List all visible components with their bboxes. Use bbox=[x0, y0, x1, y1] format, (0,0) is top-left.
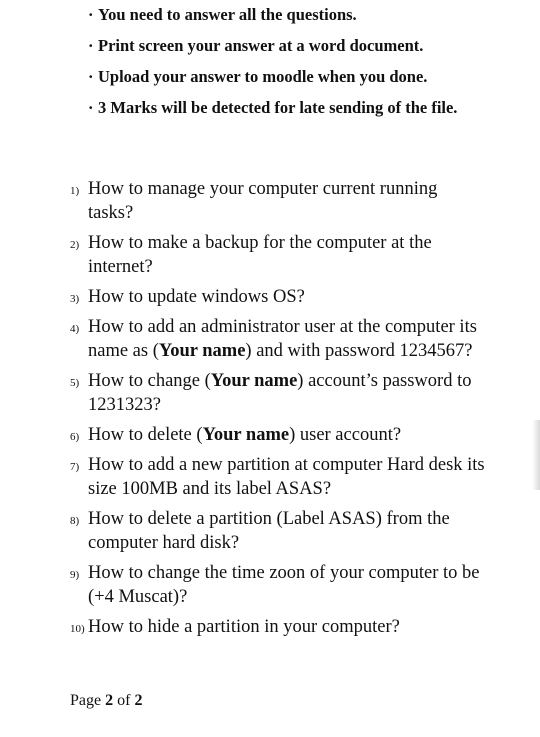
question-item bbox=[70, 423, 510, 447]
question-text-end: ) user account? bbox=[289, 425, 402, 445]
bullet-icon: · bbox=[88, 98, 94, 117]
question-text-start: How to change ( bbox=[88, 371, 211, 391]
question-number: 6) bbox=[70, 431, 80, 443]
question-item bbox=[70, 369, 518, 417]
instruction-text: 3 Marks will be detected for late sending of the file. bbox=[98, 98, 458, 117]
question-number: 1) bbox=[70, 185, 80, 197]
question-item bbox=[70, 285, 510, 309]
instruction-text: Upload your answer to moodle when you done. bbox=[98, 67, 428, 86]
question-number: 9) bbox=[70, 569, 80, 581]
instructions-list bbox=[88, 4, 508, 128]
question-text: How to add a new partition at computer Hard desk its size 100MB and its label ASAS? bbox=[88, 455, 485, 499]
question-item bbox=[70, 315, 493, 363]
page-footer bbox=[70, 692, 142, 710]
question-item bbox=[70, 231, 463, 279]
question-item bbox=[70, 615, 510, 639]
question-text: How to make a backup for the computer at the internet? bbox=[88, 233, 432, 277]
bullet-icon: · bbox=[88, 36, 94, 55]
question-number: 5) bbox=[70, 377, 80, 389]
question-bold-text: Your name bbox=[158, 341, 246, 361]
current-page-number: 2 bbox=[105, 692, 114, 709]
question-item bbox=[70, 177, 478, 225]
instruction-item bbox=[88, 66, 508, 88]
bullet-icon: · bbox=[88, 67, 94, 86]
of-label: of bbox=[117, 692, 131, 709]
question-text: How to delete a partition (Label ASAS) from the computer hard disk? bbox=[88, 509, 450, 553]
question-number: 10) bbox=[70, 623, 85, 635]
instruction-item bbox=[88, 4, 508, 26]
instruction-text: Print screen your answer at a word document. bbox=[98, 36, 424, 55]
question-text: How to update windows OS? bbox=[88, 287, 305, 307]
question-number: 4) bbox=[70, 323, 80, 335]
question-text: How to change the time zoon of your computer to be (+4 Muscat)? bbox=[88, 563, 480, 607]
page-edge-shadow bbox=[532, 420, 540, 490]
instruction-item bbox=[88, 35, 508, 57]
questions-list bbox=[70, 177, 510, 639]
question-number: 2) bbox=[70, 239, 80, 251]
question-text: How to manage your computer current running tasks? bbox=[88, 179, 438, 223]
question-text: How to hide a partition in your computer? bbox=[88, 617, 400, 637]
question-text-end: ) account’s password to 1231323? bbox=[88, 371, 472, 415]
page-label: Page bbox=[70, 692, 102, 709]
question-text-end: ) and with password 1234567? bbox=[245, 341, 473, 361]
instruction-item bbox=[88, 97, 508, 119]
question-number: 8) bbox=[70, 515, 80, 527]
total-pages-number: 2 bbox=[134, 692, 143, 709]
bullet-icon: · bbox=[88, 5, 94, 24]
question-item bbox=[70, 561, 498, 609]
question-text-start: How to add an administrator user at the computer its name as ( bbox=[88, 317, 477, 361]
question-bold-text: Your name bbox=[210, 371, 298, 391]
question-number: 7) bbox=[70, 461, 80, 473]
question-number: 3) bbox=[70, 293, 80, 305]
question-bold-text: Your name bbox=[202, 425, 290, 445]
instruction-text: You need to answer all the questions. bbox=[98, 5, 357, 24]
question-item bbox=[70, 507, 493, 555]
question-item bbox=[70, 453, 503, 501]
question-text-start: How to delete ( bbox=[88, 425, 203, 445]
